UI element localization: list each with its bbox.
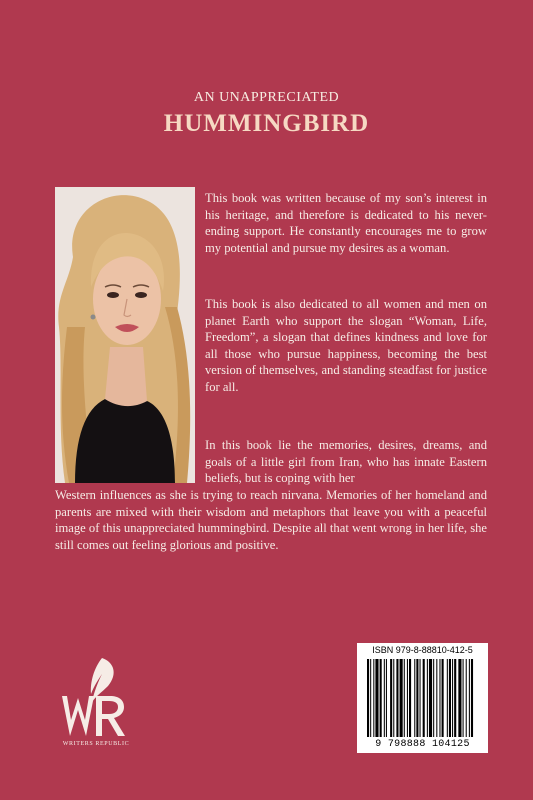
isbn-barcode — [357, 643, 488, 753]
author-portrait-image — [55, 187, 195, 483]
paragraph-dedication-son: This book was written because of my son’s interest in his heritage, and therefore is dedicated to his never-ending support. He constantly encourages me to grow my potential and pursue my desires as a woman. — [205, 191, 487, 255]
isbn-number: ISBN 979-8-88810-412-5 — [372, 645, 473, 655]
barcode-bars-icon — [357, 643, 488, 753]
barcode-digits: 9 798888 104125 — [375, 739, 470, 750]
title-block — [0, 90, 533, 138]
book-subtitle: AN UNAPPRECIATED — [193, 90, 340, 105]
author-photo — [55, 187, 195, 483]
book-title: HUMMINGBIRD — [163, 110, 370, 137]
paragraph-summary-start: In this book lie the memories, desires, dreams, and goals of a little girl from Iran, who has innate Eastern beliefs, but is coping with her — [205, 438, 487, 486]
paragraph-dedication-women: This book is also dedicated to all women and men on planet Earth who support the slogan “Woman, Life, Freedom”, a slogan that defines kindness and love for all those who pursue happiness, becoming the best version of themselves, and standing steadfast for justice for all. — [205, 297, 487, 394]
publisher-logo — [58, 656, 134, 738]
quill-wr-logo-icon — [58, 656, 134, 738]
publisher-name: WRITERS REPUBLIC — [62, 741, 130, 747]
paragraph-summary-end: Western influences as she is trying to reach nirvana. Memories of her homeland and parents are mixed with their wisdom and metaphors that leave you with a peaceful image of this unappreciated hummingbird. Despite all that went wrong in her life, she still comes out feeling glorious and positive. — [55, 488, 487, 552]
